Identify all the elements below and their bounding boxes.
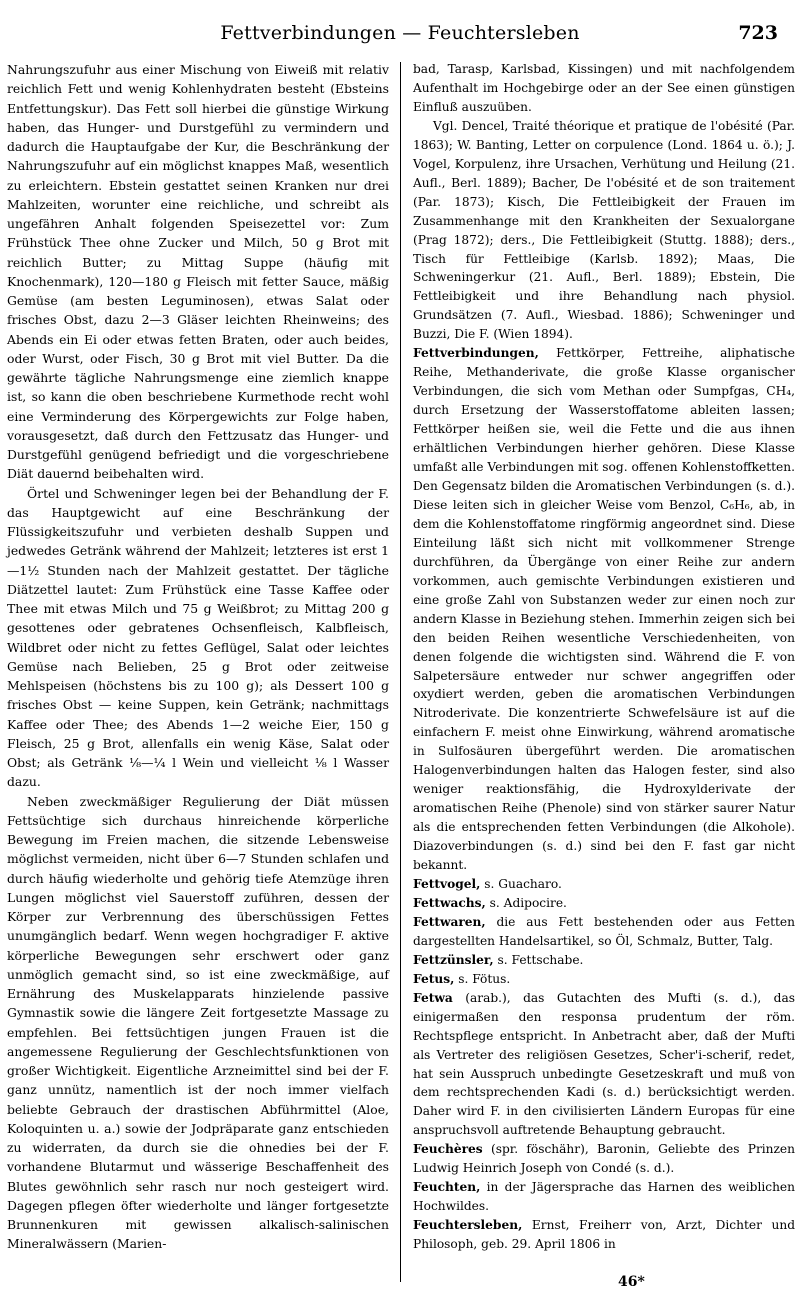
entry-text: s. Adipocire. <box>485 895 567 910</box>
page-number: 723 <box>738 22 778 44</box>
headword: Fettvogel, <box>413 876 481 891</box>
headword: Feuchten, <box>413 1180 481 1195</box>
headword: Fettzünsler, <box>413 952 494 967</box>
entry-feuchtersleben <box>413 1216 795 1254</box>
entry-fetwa <box>413 989 795 1141</box>
entry-fetus <box>413 970 795 989</box>
entry-fettwachs <box>413 894 795 913</box>
paragraph-bibliography: Vgl. Dencel, Traité théorique et pratique de l'obésité (Par. 1863); W. Banting, Letter on corpulence (Lond. 1864 u. ö.); J. Vogel, Korpulenz, ihre Ursachen, Verhütung und Heilung (21. Aufl., Berl. 1889); Bacher, De l'obésité et de son traitement (Par. 1873); Kisch, Die Fettleibigkeit der Frauen im Zusammenhange mit den Krankheiten der Sexualorgane (Prag 1872); ders., Die Fettleibigkeit (Stuttg. 1888); ders., Tisch für Fettleibige (Karlsb. 1892); Maas, Die Schweningerkur (21. Aufl., Berl. 1889); Ebstein, Die Fettleibigkeit und ihre Behandlung nach physiol. Grundsätzen (7. Aufl., Wiesbad. 1886); Schweninger und Buzzi, Die F. (Wien 1894). <box>413 118 795 342</box>
right-column <box>413 60 795 1254</box>
paragraph-ebstein-cure: Nahrungszufuhr aus einer Mischung von Eiweiß mit relativ reichlich Fett und wenig Kohlenhydraten besteht (Ebsteins Entfettungskur). Das Fett soll hierbei die günstige Wirkung haben, das Hunger- und Durstgefühl zu vermindern und dadurch die Hauptaufgabe der Kur, die Beschränkung der Nahrungszufuhr auf ein möglichst knappes Maß, wesentlich zu erleichtern. Ebstein gestattet seinen Kranken nur drei Mahlzeiten, worunter eine reichliche, und schreibt als ungefähren Anhalt folgenden Speisezettel vor: Zum Frühstück Thee ohne Zucker und Milch, 50 g Brot mit reichlich Butter; zu Mittag Suppe (häufig mit Knochenmark), 120—180 g Fleisch mit fetter Sauce, mäßig Gemüse (am besten Leguminosen), etwas Salat oder frisches Obst, dazu 2—3 Gläser leichten Rheinweins; des Abends ein Ei oder etwas fetten Braten, oder auch beides, oder Wurst, oder Fisch, 30 g Brot mit viel Butter. Da die gewährte tägliche Nahrungsmenge eine ziemlich knappe ist, so kann die oben beschriebene Kurmethode recht wohl eine Verminderung des Körpergewichts zur Folge haben, vorausgesetzt, daß durch den Fettzusatz das Hunger- und Durstgefühl genügend befriedigt und die vorgeschriebene Diät dauernd beibehalten wird. <box>7 62 389 482</box>
headword: Fettwaren, <box>413 914 486 929</box>
entry-text: (arab.), das Gutachten des Mufti (s. d.), das einigermaßen den responsa prudentum der röm. Rechtspflege entspricht. In Anbetracht aber, daß der Mufti als Vertreter des religiösen Gesetzes, Scher'i-scherif, redet, hat sein Ausspruch unbedingte Gesetzeskraft und muß von dem rechtsprechenden Kadi (s. d.) berücksichtigt werden. Daher wird F. in den civilisierten Ländern Europas für eine anspruchsvoll auftretende Behauptung gebraucht. <box>413 990 795 1138</box>
paragraph-continuation: bad, Tarasp, Karlsbad, Kissingen) und mit nachfolgendem Aufenthalt im Hochgebirge oder an der See einen günstigen Einfluß auszuüben. <box>413 62 795 114</box>
entry-text: Ernst, Freiherr von, Arzt, Dichter und Philosoph, geb. 29. April 1806 in <box>413 1218 795 1252</box>
entry-fettvogel <box>413 875 795 894</box>
entry-text: s. Fettschabe. <box>493 952 584 967</box>
entry-feucheres <box>413 1140 795 1178</box>
headword: Fettwachs, <box>413 895 486 910</box>
entry-fettwaren <box>413 913 795 951</box>
left-column <box>7 60 389 1254</box>
headword: Feuchtersleben, <box>413 1218 523 1233</box>
paragraph-regulation-exercise: Neben zweckmäßiger Regulierung der Diät müssen Fettsüchtige sich durchaus hinreichende körperliche Bewegung im Freien machen, die sitzende Lebensweise möglichst vermeiden, nicht über 6—7 Stunden schlafen und durch häufig wiederholte und gehörig tiefe Atemzüge ihren Lungen möglichst viel Sauerstoff zuführen, dessen der Körper zur Verbrennung des überschüssigen Fettes unumgänglich bedarf. Wenn wegen hochgradiger F. aktive körperliche Bewegungen sehr erschwert oder ganz unmöglich gemacht sind, so ist eine zweckmäßige, auf Ernährung des Muskelapparats hinzielende passive Gymnastik sowie die längere Zeit fortgesetzte Massage zu empfehlen. Bei fettsüchtigen jungen Frauen ist die angemessene Regulierung der Geschlechtsfunktionen von großer Wichtigkeit. Eigentliche Arzneimittel sind bei der F. ganz unnütz, namentlich ist der noch immer vielfach beliebte Gebrauch der drastischen Abführmittel (Aloe, Koloquinten u. a.) sowie der Jodpräparate ganz entschieden zu widerraten, da durch sie die ohnedies bei der F. vorhandene Blutarmut und wässerige Beschaffenheit des Blutes gewöhnlich sehr rasch nur noch gesteigert wird. Dagegen pflegen öfter wiederholte und länger fortgesetzte Brunnenkuren mit gewissen alkalisch-salinischen Mineralwässern (Marien- <box>7 793 389 1252</box>
entry-fettverbindungen <box>413 344 795 875</box>
headword: Feuchères <box>413 1142 483 1157</box>
entry-text: Fettkörper, Fettreihe, aliphatische Reihe, Methanderivate, die große Klasse organischer Verbindungen, die sich vom Methan oder Sumpfgas, CH₄, durch Ersetzung der Wasserstoffatome ableiten lassen; Fettkörper heißen sie, weil die Fette und die aus ihnen erhältlichen Verbindungen hierher gehören. Diese Klasse umfaßt alle Verbindungen mit sog. offenen Kohlenstoffketten. Den Gegensatz bilden die Aromatischen Verbindungen (s. d.). Diese leiten sich in gleicher Weise vom Benzol, C₆H₆, ab, in dem die Kohlenstoffatome ringförmig angeordnet sind. Diese Einteilung läßt sich nicht mit vollkommener Strenge durchführen, da Übergänge von einer Reihe zur andern vorkommen, auch gemischte Verbindungen existieren und eine große Zahl von Substanzen weder zur einen noch zur andern Klasse in Beziehung stehen. Immerhin zeigen sich bei den beiden Reihen wesentliche Verschiedenheiten, von denen folgende die wichtigsten sind. Während die F. von Salpetersäure entweder nur schwer angegriffen oder oxydiert werden, geben die aromatischen Verbindungen Nitroderivate. Die konzentrierte Schwefelsäure ist auf die einfachern F. meist ohne Einwirkung, während aromatische in Sulfosäuren übergeführt werden. Die aromatischen Halogenverbindungen halten das Halogen fester, sind also weniger reaktionsfähig, die Hydroxylderivate der aromatischen Reihe (Phenole) sind von stärker saurer Natur als die entsprechenden fetten Verbindungen (die Alkohole). Diazoverbindungen (s. d.) sind bei den F. fast gar nicht bekannt. <box>413 346 795 873</box>
headword: Fetwa <box>413 990 453 1005</box>
column-divider <box>400 62 401 1282</box>
entry-text: die aus Fett bestehenden oder aus Fetten dargestellten Handelsartikel, so Öl, Schmalz, Butter, Talg. <box>413 914 795 948</box>
entry-text: s. Fötus. <box>454 971 511 986</box>
page-header <box>0 0 800 48</box>
entry-feuchten <box>413 1178 795 1216</box>
entry-text: in der Jägersprache das Harnen des weiblichen Hochwildes. <box>413 1180 795 1214</box>
paragraph-oertel-schweninger: Örtel und Schweninger legen bei der Behandlung der F. das Hauptgewicht auf eine Beschränkung der Flüssigkeitszufuhr und verbieten deshalb Suppen und jedwedes Getränk während der Mahlzeit; letzteres ist erst 1—1½ Stunden nach der Mahlzeit gestattet. Der tägliche Diätzettel lautet: Zum Frühstück eine Tasse Kaffee oder Thee mit etwas Milch und 75 g Weißbrot; zu Mittag 200 g gesottenes oder gebratenes Ochsenfleisch, Kalbfleisch, Wildbret oder nicht zu fettes Geflügel, Salat oder leichtes Gemüse nach Belieben, 25 g Brot oder zeitweise Mehlspeisen (höchstens bis zu 100 g); als Dessert 100 g frisches Obst — keine Suppen, kein Getränk; nachmittags Kaffee oder Thee; des Abends 1—2 weiche Eier, 150 g Fleisch, 25 g Brot, allenfalls ein wenig Käse, Salat oder Obst; als Getränk ⅛—¼ l Wein und vielleicht ⅛ l Wasser dazu. <box>7 485 389 790</box>
entry-text: s. Guacharo. <box>480 876 562 891</box>
running-head: Fettverbindungen — Feuchtersleben <box>220 22 580 44</box>
entry-fettzuensler <box>413 951 795 970</box>
entry-text: (spr. föschähr), Baronin, Geliebte des Prinzen Ludwig Heinrich Joseph von Condé (s. d.). <box>413 1142 795 1176</box>
headword: Fetus, <box>413 971 455 986</box>
sheet-signature: 46* <box>618 1274 645 1290</box>
headword: Fettverbindungen, <box>413 346 539 361</box>
